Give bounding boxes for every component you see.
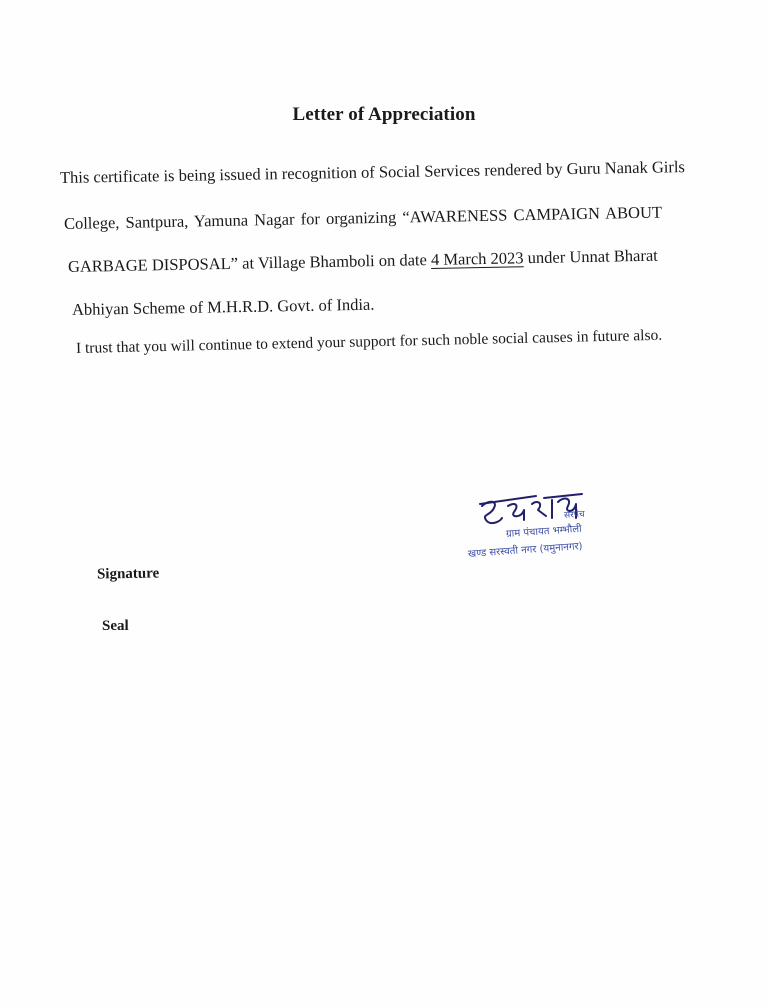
letter-title: Letter of Appreciation	[292, 104, 476, 125]
body-line-3	[68, 246, 658, 277]
body-line-3-start: GARBAGE DISPOSAL” at Village Bhamboli on date	[67, 250, 432, 276]
event-date: 4 March 2023	[430, 248, 524, 270]
stamp-block: खण्ड सरस्वती नगर (यमुनानगर)	[467, 541, 583, 560]
body-line-3-end: under Unnat Bharat	[523, 245, 658, 268]
seal-label: Seal	[102, 618, 129, 634]
sarpanch-stamp	[468, 492, 608, 564]
body-line-1: This certificate is being issued in recognition of Social Services rendered by Guru Nanak Girls	[59, 157, 686, 187]
stamp-panchayat: ग्राम पंचायत भम्भौली	[505, 523, 583, 540]
stamp-designation: सरपंच	[563, 509, 585, 521]
closing-line: I trust that you will continue to extend your support for such noble social causes in future also.	[75, 326, 663, 357]
body-line-4: Abhiyan Scheme of M.H.R.D. Govt. of India.	[71, 294, 375, 319]
body-line-2: College, Santpura, Yamuna Nagar for organizing “AWARENESS CAMPAIGN ABOUT	[63, 202, 663, 233]
signature-label: Signature	[96, 565, 160, 583]
